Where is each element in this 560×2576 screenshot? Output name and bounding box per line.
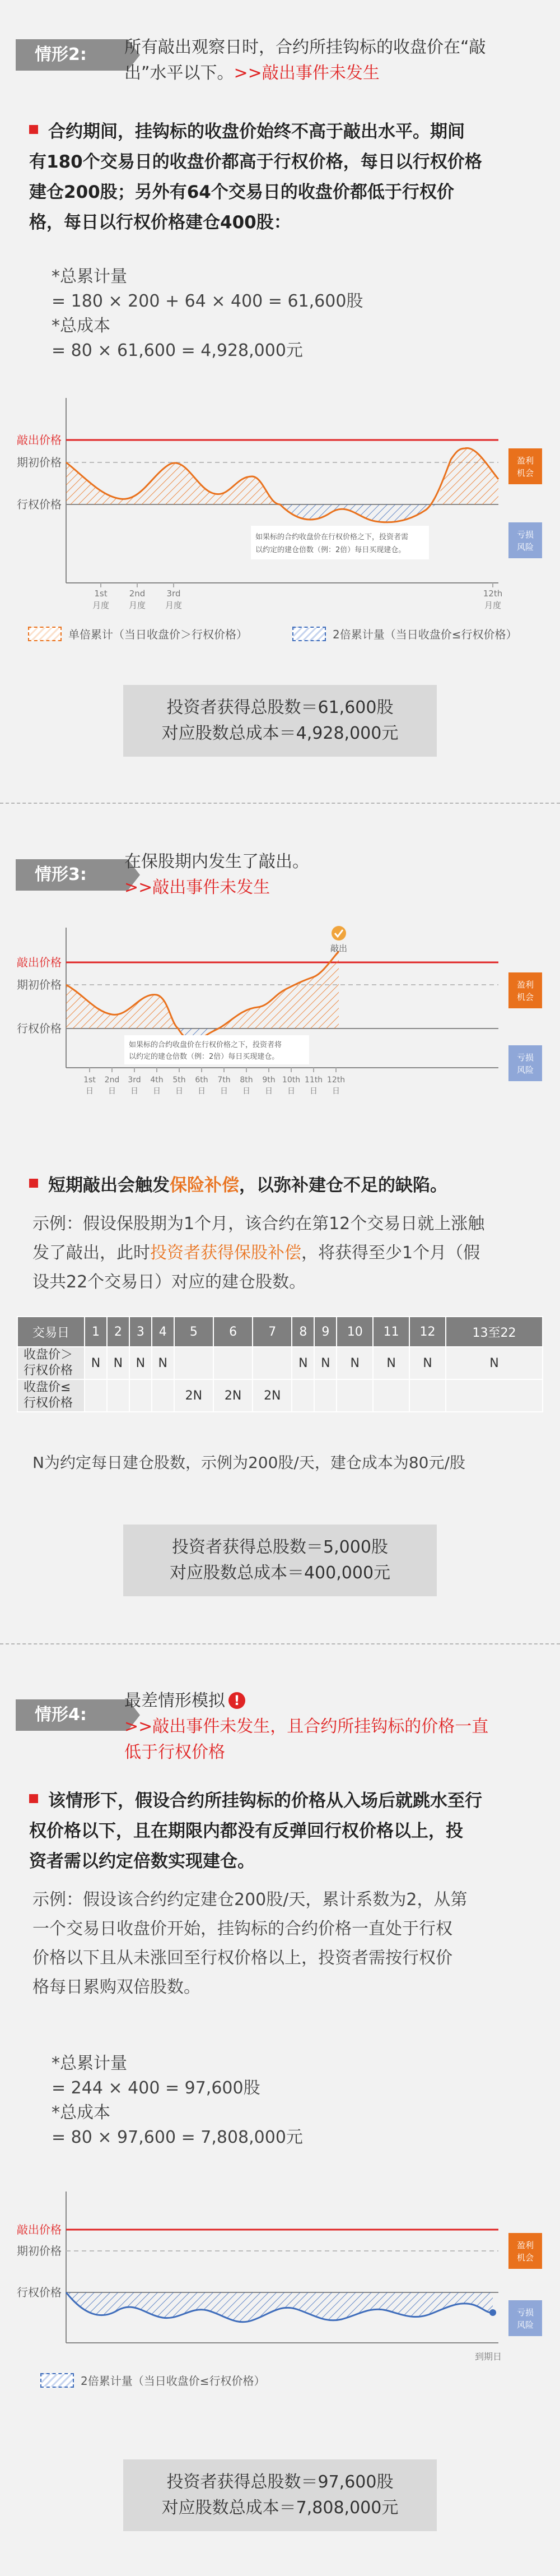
table-cell	[446, 1379, 543, 1412]
profit-badge	[508, 2233, 542, 2269]
case-3-example-line2a: 发了敲出，此时	[32, 1243, 150, 1263]
case-2-bullet	[29, 117, 533, 238]
table-header-cell: 5	[174, 1317, 213, 1347]
day-label: 8th	[240, 1076, 253, 1085]
table-header-cell: 9	[314, 1317, 337, 1347]
case-4-bullet	[29, 1786, 533, 1877]
month-1-unit: 月度	[92, 600, 110, 610]
profit-badge-line1: 盈利	[516, 980, 534, 990]
risk-badge-line2: 风险	[516, 542, 534, 552]
knockout-label: 敲出价格	[17, 956, 62, 969]
table-cell	[253, 1347, 292, 1379]
case-4-example	[32, 1885, 536, 2002]
strike-label: 行权价格	[17, 1022, 62, 1035]
day-unit: 日	[86, 1087, 94, 1096]
note-box	[251, 526, 429, 559]
case-2-chart	[0, 392, 560, 617]
legend-single-label: 单倍累计（当日收盘价＞行权价格）	[68, 628, 248, 641]
table-row-below-strike	[17, 1379, 543, 1412]
legend-single-swatch	[28, 627, 62, 641]
case-3-note: N为约定每日建仓股数，示例为200股/天，建仓成本为80元/股	[32, 1453, 465, 1472]
knockout-event-label: 敲出	[330, 943, 348, 953]
table-header-cell: 8	[292, 1317, 314, 1347]
case-3-bullet-b: ，以弥补建仓不足的缺陷。	[239, 1175, 447, 1196]
day-unit: 日	[265, 1087, 273, 1096]
legend-single	[28, 626, 248, 642]
table-cell	[85, 1379, 107, 1412]
day-unit: 日	[175, 1087, 183, 1096]
case-3-bullet-highlight: 保险补偿	[170, 1175, 239, 1196]
case-4-bullet-line3: 资者需以约定倍数实现建仓。	[29, 1851, 255, 1871]
day-unit: 日	[332, 1087, 340, 1096]
month-2-unit: 月度	[128, 600, 146, 610]
table-cell	[174, 1347, 213, 1379]
end-point	[489, 2309, 496, 2316]
case-3-example-line3: 设共22个交易日）对应的建仓股数。	[32, 1272, 306, 1292]
initial-label: 期初价格	[17, 456, 62, 469]
profit-badge-line2: 机会	[516, 992, 534, 1002]
note-line1: 如果标的合约收盘价在行权价格之下，投资者需	[255, 533, 409, 541]
month-12-unit: 月度	[484, 600, 502, 610]
day-unit: 日	[108, 1087, 116, 1096]
day-unit: 日	[198, 1087, 206, 1096]
case-4-bullet-line2: 权价格以下，且在期限内都没有反弹回行权价格以上，投	[29, 1821, 463, 1841]
month-3-label: 3rd	[166, 589, 181, 599]
table-cell	[152, 1379, 174, 1412]
table-cell	[213, 1347, 253, 1379]
initial-label: 期初价格	[17, 978, 62, 992]
case-3-status: >>敲出事件未发生	[124, 878, 270, 897]
case-3-bullet-a: 短期敲出会触发	[48, 1175, 170, 1196]
table-row-header-line: 行权价格	[24, 1396, 73, 1410]
case-4-example-line1: 示例：假设该合约约定建仓200股/天，累计系数为2，从第	[32, 1890, 468, 1910]
table-cell: N	[107, 1347, 129, 1379]
table-header-cell: 7	[253, 1317, 292, 1347]
case-3-description	[124, 849, 550, 901]
table-header-cell: 10	[337, 1317, 373, 1347]
table-header-cell: 3	[129, 1317, 152, 1347]
table-header-cell: 2	[107, 1317, 129, 1347]
table-header-cell: 12	[409, 1317, 446, 1347]
profit-badge-line1: 盈利	[516, 2240, 534, 2250]
case-2-formula-line2: = 180 × 200 + 64 × 400 = 61,600股	[52, 291, 363, 311]
day-unit: 日	[287, 1087, 295, 1096]
legend-double	[292, 626, 517, 642]
knockout-label: 敲出价格	[17, 433, 62, 447]
case-4-result-cost: 对应股数总成本＝7,808,000元	[161, 2498, 399, 2518]
case-4-bullet-line1: 该情形下，假设合约所挂钩标的价格从入场后就跳水至行	[48, 1791, 482, 1811]
single-accumulation-area	[66, 448, 498, 504]
table-cell: N	[292, 1347, 314, 1379]
case-2-formula	[52, 265, 363, 363]
table-cell: N	[446, 1347, 543, 1379]
profit-badge-line1: 盈利	[516, 456, 534, 466]
case-2-formula-line3: *总成本	[52, 316, 110, 336]
day-label: 10th	[282, 1076, 301, 1085]
note-line2: 以约定的建仓倍数（例：2倍）每日买现建仓。	[129, 1053, 279, 1061]
table-cell: N	[373, 1347, 409, 1379]
table-row-header-line: 收盘价≤	[24, 1380, 71, 1394]
section-divider	[0, 803, 560, 804]
month-12-label: 12th	[483, 589, 503, 599]
case-4-result	[123, 2459, 437, 2531]
table-row-header-line: 行权价格	[24, 1364, 73, 1378]
table-row-header	[17, 1347, 85, 1379]
risk-badge-line2: 风险	[516, 1065, 534, 1075]
price-curve	[66, 448, 498, 522]
table-cell	[337, 1379, 373, 1412]
month-3-unit: 月度	[165, 600, 183, 610]
day-label: 3rd	[128, 1076, 141, 1085]
day-unit: 日	[130, 1087, 138, 1096]
bullet-square-icon	[29, 1794, 38, 1803]
legend-double	[40, 2372, 265, 2388]
risk-badge-line2: 风险	[516, 2320, 534, 2330]
case-2-tag: 情形2:	[16, 39, 128, 71]
day-label: 2nd	[104, 1076, 120, 1085]
note-line2: 以约定的建仓倍数（例：2倍）每日买现建仓。	[255, 546, 406, 554]
case-3-example-highlight: 投资者获得保股补偿	[150, 1243, 301, 1263]
case-4-example-line2: 一个交易日收盘价开始，挂钩标的合约价格一直处于行权	[32, 1919, 452, 1939]
risk-badge	[508, 1045, 542, 1081]
day-label: 9th	[262, 1076, 276, 1085]
legend-double-label: 2倍累计量（当日收盘价≤行权价格）	[81, 2374, 265, 2388]
case-4-formula-line4: = 80 × 97,600 = 7,808,000元	[52, 2128, 303, 2147]
strike-label: 行权价格	[17, 2286, 62, 2299]
table-cell: 2N	[253, 1379, 292, 1412]
case-2-bullet-line4: 格，每日以行权价格建仓400股：	[29, 212, 291, 233]
legend-double-swatch	[292, 627, 326, 641]
table-cell: N	[337, 1347, 373, 1379]
case-3-bullet	[29, 1170, 533, 1201]
table-row-header-line: 收盘价＞	[24, 1348, 73, 1362]
table-header-cell: 4	[152, 1317, 174, 1347]
case-3-example-line1: 示例：假设保股期为1个月，该合约在第12个交易日就上涨触	[32, 1214, 485, 1234]
day-labels	[83, 1076, 345, 1096]
profit-badge	[508, 448, 542, 484]
case-3-result	[123, 1525, 437, 1596]
table-cell: N	[409, 1347, 446, 1379]
case-3-example	[32, 1210, 536, 1297]
day-label: 12th	[326, 1076, 346, 1085]
day-label: 7th	[217, 1076, 231, 1085]
legend-double-swatch	[40, 2373, 74, 2388]
table-header-cell: 1	[85, 1317, 107, 1347]
knockout-event-icon	[332, 926, 346, 940]
table-cell	[409, 1379, 446, 1412]
case-2-bullet-line2: 有180个交易日的收盘价都高于行权价格，每日以行权价格	[29, 152, 482, 172]
case-3-chart	[0, 911, 560, 1104]
table-cell: 2N	[213, 1379, 253, 1412]
case-4-status-line1: >>敲出事件未发生，且合约所挂钩标的价格一直	[124, 1717, 489, 1736]
case-4-example-line4: 格每日累购双倍股数。	[32, 1977, 200, 1997]
table-cell	[314, 1379, 337, 1412]
legend-double-label: 2倍累计量（当日收盘价≤行权价格）	[333, 628, 517, 641]
table-cell: N	[314, 1347, 337, 1379]
case-3-result-cost: 对应股数总成本＝400,000元	[169, 1563, 391, 1583]
month-1-label: 1st	[94, 589, 108, 599]
case-2-description	[124, 35, 550, 86]
knockout-label: 敲出价格	[17, 2223, 62, 2236]
case-4-status-line2: 低于行权价格	[124, 1743, 225, 1762]
month-2-label: 2nd	[129, 589, 146, 599]
day-unit: 日	[153, 1087, 161, 1096]
table-header-row	[17, 1317, 543, 1347]
case-4-chart	[0, 2180, 560, 2348]
bullet-square-icon	[29, 1179, 38, 1188]
table-header-cell: 交易日	[17, 1317, 85, 1347]
day-label: 11th	[304, 1076, 323, 1085]
case-2-formula-line4: = 80 × 61,600 = 4,928,000元	[52, 341, 303, 360]
section-divider	[0, 1643, 560, 1644]
case-2-bullet-line3: 建仓200股；另外有64个交易日的收盘价都低于行权价	[29, 182, 454, 202]
case-2-result-cost: 对应股数总成本＝4,928,000元	[161, 724, 399, 743]
case-4-formula-line3: *总成本	[52, 2103, 110, 2123]
profit-badge-line2: 机会	[516, 468, 534, 478]
case-2-formula-line1: *总累计量	[52, 267, 127, 286]
expiry-label: 到期日	[475, 2351, 502, 2362]
case-4-description	[124, 1688, 550, 1766]
case-3-tag: 情形3:	[16, 859, 128, 891]
case-4-result-shares: 投资者获得总股数＝97,600股	[166, 2472, 394, 2492]
table-cell: N	[152, 1347, 174, 1379]
case-4-formula	[52, 2051, 303, 2150]
day-label: 1st	[83, 1076, 96, 1085]
warning-icon: !	[228, 1692, 245, 1709]
table-row-header	[17, 1379, 85, 1412]
table-cell	[129, 1379, 152, 1412]
case-4-tag: 情形4:	[16, 1699, 128, 1731]
case-4-formula-line2: = 244 × 400 = 97,600股	[52, 2078, 260, 2098]
risk-badge	[508, 522, 542, 558]
risk-badge-line1: 亏损	[516, 1053, 534, 1063]
day-unit: 日	[310, 1087, 318, 1096]
note-line1: 如果标的合约收盘价在行权价格之下，投资者将	[129, 1041, 282, 1049]
case-2-status: >>敲出事件未发生	[234, 63, 380, 83]
case-2-desc-line2: 出”水平以下。	[124, 63, 234, 83]
risk-badge	[508, 2300, 542, 2336]
case-2-bullet-line1: 合约期间，挂钩标的收盘价始终不高于敲出水平。期间	[48, 122, 465, 142]
day-label: 6th	[195, 1076, 208, 1085]
day-unit: 日	[242, 1087, 250, 1096]
table-header-cell: 11	[373, 1317, 409, 1347]
profit-badge-line2: 机会	[516, 2253, 534, 2263]
day-label: 4th	[150, 1076, 164, 1085]
table-cell: N	[129, 1347, 152, 1379]
table-row-above-strike	[17, 1347, 543, 1379]
case-3-example-line2b: ，将获得至少1个月（假	[301, 1243, 480, 1263]
profit-badge	[508, 972, 542, 1008]
case-3-result-shares: 投资者获得总股数＝5,000股	[172, 1537, 388, 1557]
day-unit: 日	[220, 1087, 228, 1096]
table-header-cell: 13至22	[446, 1317, 543, 1347]
case-2-result-shares: 投资者获得总股数＝61,600股	[166, 698, 394, 717]
case-3-day-table	[17, 1316, 543, 1412]
case-3-desc-line1: 在保股期内发生了敲出。	[124, 852, 309, 872]
table-cell: N	[85, 1347, 107, 1379]
case-4-example-line3: 价格以下且从未涨回至行权价格以上，投资者需按行权价	[32, 1948, 452, 1968]
case-4-formula-line1: *总累计量	[52, 2054, 127, 2073]
table-header-cell: 6	[213, 1317, 253, 1347]
case-2-result	[123, 685, 437, 757]
table-cell	[373, 1379, 409, 1412]
day-label: 5th	[172, 1076, 186, 1085]
strike-label: 行权价格	[17, 498, 62, 511]
risk-badge-line1: 亏损	[516, 2308, 534, 2318]
table-cell	[107, 1379, 129, 1412]
case-4-desc-line1: 最差情形模拟	[124, 1691, 225, 1711]
case-2-desc-line1: 所有敲出观察日时，合约所挂钩标的收盘价在“敲	[124, 38, 486, 57]
bullet-square-icon	[29, 125, 38, 134]
table-cell	[292, 1379, 314, 1412]
risk-badge-line1: 亏损	[516, 530, 534, 540]
initial-label: 期初价格	[17, 2244, 62, 2258]
table-cell: 2N	[174, 1379, 213, 1412]
